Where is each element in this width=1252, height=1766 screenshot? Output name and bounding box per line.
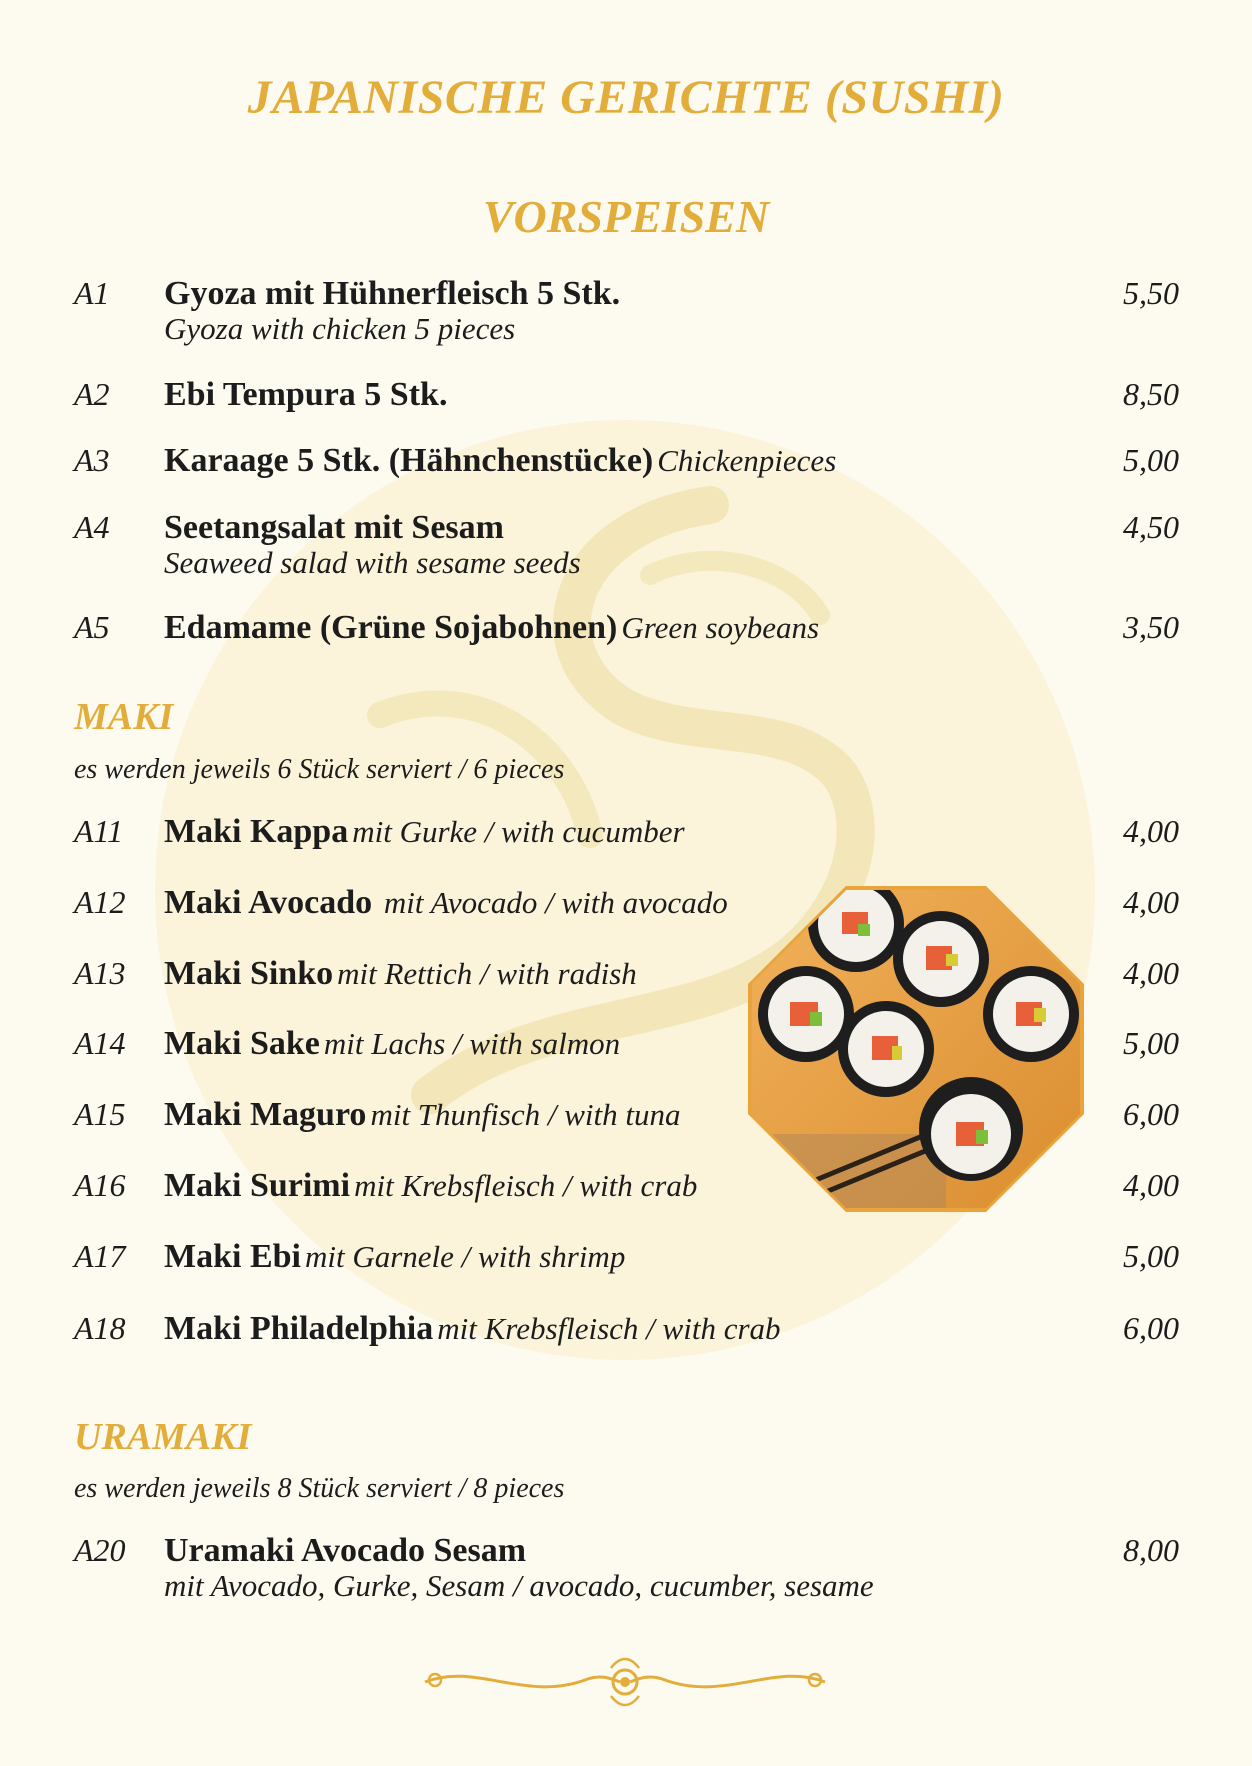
item-translation: Gyoza with chicken 5 pieces [164,311,516,346]
item-description: mit Gurke / with cucumber [352,814,685,849]
item-name: Maki Sinko [164,955,334,992]
item-name: Maki Sake [164,1025,320,1062]
menu-item [74,275,1179,346]
menu-item [74,442,1179,502]
item-price: 5,00 [1123,1025,1179,1061]
menu-item [74,1238,1179,1298]
item-description: mit Krebsfleisch / with crab [437,1311,781,1346]
menu-item [74,1310,1179,1370]
item-name: Maki Maguro [164,1096,367,1133]
item-price: 8,50 [1123,376,1179,412]
section-note: es werden jeweils 8 Stück serviert / 8 pieces [74,1473,565,1504]
sushi-photo-icon [746,884,1086,1214]
menu-item [74,376,1179,436]
item-name: Maki Avocado [164,884,373,921]
item-price: 4,00 [1123,884,1179,920]
item-price: 5,00 [1123,442,1179,478]
section-heading-vorspeisen: VORSPEISEN [482,191,770,242]
item-price: 5,00 [1123,1238,1179,1274]
item-price: 4,00 [1123,1167,1179,1203]
item-description: Green soybeans [621,610,820,645]
item-code: A17 [74,1238,126,1274]
item-name: Karaage 5 Stk. (Hähnchenstücke) [164,442,654,479]
item-name: Maki Philadelphia [164,1310,434,1347]
item-price: 8,00 [1123,1532,1179,1568]
menu-item [74,609,1179,669]
item-description: mit Avocado / with avocado [376,885,728,920]
page-title: JAPANISCHE GERICHTE (SUSHI) [247,71,1005,124]
item-description: mit Lachs / with salmon [323,1026,621,1061]
item-name: Gyoza mit Hühnerfleisch 5 Stk. [164,275,621,312]
item-code: A4 [74,509,110,545]
item-description: mit Garnele / with shrimp [304,1239,626,1274]
item-name: Seetangsalat mit Sesam [164,509,504,546]
item-price: 5,50 [1123,275,1179,311]
section-heading-maki: MAKI [74,696,174,738]
item-description: mit Thunfisch / with tuna [370,1097,681,1132]
section-note: es werden jeweils 6 Stück serviert / 6 pieces [74,754,565,785]
item-code: A5 [74,609,110,645]
menu-item [74,813,1179,873]
item-code: A3 [74,442,110,478]
item-price: 4,50 [1123,509,1179,545]
item-translation: Seaweed salad with sesame seeds [164,545,581,580]
item-code: A12 [74,884,126,920]
item-code: A1 [74,275,110,311]
item-code: A16 [74,1167,126,1203]
item-code: A18 [74,1310,126,1346]
menu-item [74,1532,1179,1603]
item-code: A20 [74,1532,126,1568]
item-name: Ebi Tempura 5 Stk. [164,376,448,413]
item-code: A13 [74,955,126,991]
item-price: 6,00 [1123,1096,1179,1132]
item-name: Uramaki Avocado Sesam [164,1532,527,1569]
item-price: 3,50 [1123,609,1179,645]
item-name: Maki Surimi [164,1167,351,1204]
item-name: Maki Ebi [164,1238,301,1275]
item-price: 6,00 [1123,1310,1179,1346]
item-price: 4,00 [1123,813,1179,849]
menu-item [74,509,1179,580]
item-name: Maki Kappa [164,813,349,850]
item-price: 4,00 [1123,955,1179,991]
item-code: A14 [74,1025,126,1061]
item-description: mit Rettich / with radish [337,956,637,991]
item-translation: mit Avocado, Gurke, Sesam / avocado, cucumber, sesame [164,1568,874,1603]
item-description: mit Krebsfleisch / with crab [354,1168,698,1203]
item-code: A2 [74,376,110,412]
item-code: A11 [74,813,124,849]
section-heading-uramaki: URAMAKI [74,1416,252,1458]
item-name: Edamame (Grüne Sojabohnen) [164,609,618,646]
item-code: A15 [74,1096,126,1132]
item-description: Chickenpieces [657,443,837,478]
